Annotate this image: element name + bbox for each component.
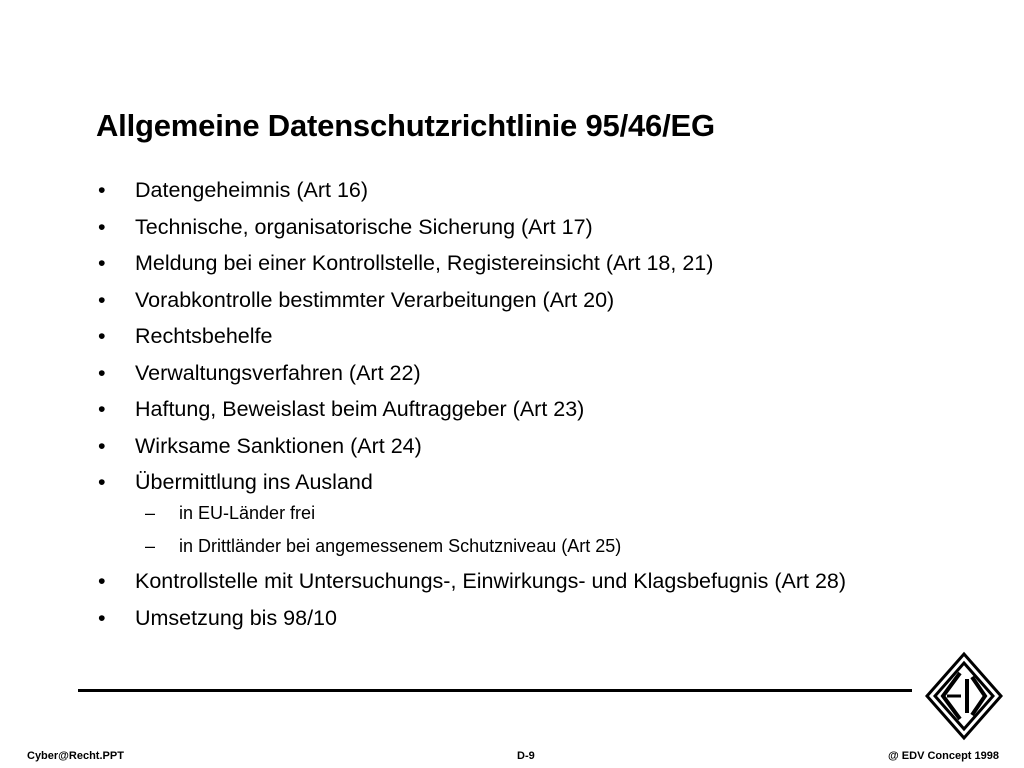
bullet-item: • Kontrollstelle mit Untersuchungs-, Einwirkungs- und Klagsbefugnis (Art 28) [96,567,946,596]
bullet-item: • Datengeheimnis (Art 16) [96,176,946,205]
bullet-item: • Meldung bei einer Kontrollstelle, Registereinsicht (Art 18, 21) [96,249,946,278]
bullet-item: • Haftung, Beweislast beim Auftraggeber (Art 23) [96,395,946,424]
bullet-list [96,176,946,640]
bullet-item-label: Übermittlung ins Ausland [135,470,373,494]
footer-copyright: @ EDV Concept 1998 [888,750,999,762]
bullet-item: • Technische, organisatorische Sicherung (Art 17) [96,213,946,242]
slide-title: Allgemeine Datenschutzrichtlinie 95/46/EG [96,108,715,143]
bullet-item: • Verwaltungsverfahren (Art 22) [96,359,946,388]
footer-page-number: D-9 [517,750,535,762]
footer-filename: Cyber@Recht.PPT [27,750,124,762]
bullet-item: • Rechtsbehelfe [96,322,946,351]
sub-bullet-item: – in Drittländer bei angemessenem Schutzniveau (Art 25) [135,534,946,558]
bullet-item: • Umsetzung bis 98/10 [96,604,946,633]
sub-bullet-list [135,501,946,558]
bullet-item-with-subs [96,468,946,558]
bullet-item: • Vorabkontrolle bestimmter Verarbeitungen (Art 20) [96,286,946,315]
edv-diamond-logo-icon [924,651,1004,741]
sub-bullet-item: – in EU-Länder frei [135,501,946,525]
footer-divider [78,689,912,692]
bullet-item: • Wirksame Sanktionen (Art 24) [96,432,946,461]
